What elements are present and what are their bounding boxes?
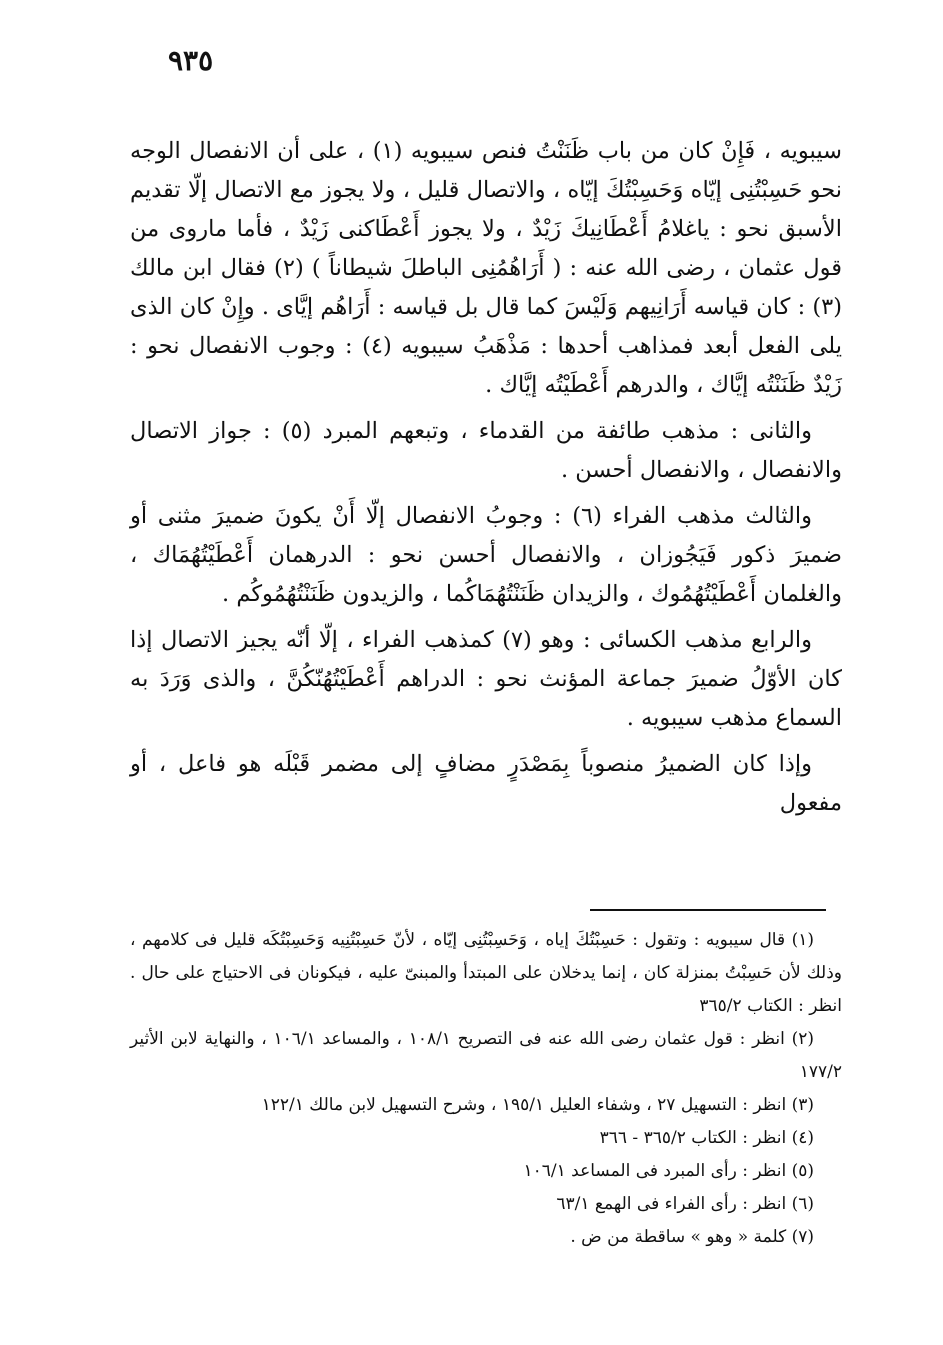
footnote: (٥) انظر : رأى المبرد فى المساعد ١٠٦/١	[523, 1161, 814, 1181]
paragraph: والرابع مذهب الكسائى : وهو (٧) كمذهب الفراء ، إلّا أنّه يجيز الاتصال إذا كان الأوّلُ ضميرَ جماعة المؤنث نحو : الدراهم أَعْطَيْتُهُنّكُنَّ ، والذى وَرَدَ به السماع مذهب سيبويه .	[130, 627, 842, 731]
paragraph: والثانى : مذهب طائفة من القدماء ، وتبعهم المبرد (٥) : جواز الاتصال والانفصال ، والانفصال أحسن .	[130, 418, 842, 483]
page-number: ٩٣٥	[168, 44, 214, 77]
paragraph: وإذا كان الضميرُ منصوباً بِمَصْدَرٍ مضافٍ إلى مضمر قَبْلَه هو فاعل ، أو مفعول	[130, 751, 842, 816]
footnote: (٦) انظر : رأى الفراء فى الهمع ٦٣/١	[556, 1194, 814, 1214]
footnote-separator	[590, 909, 826, 911]
footnote: (٤) انظر : الكتاب ٣٦٥/٢ - ٣٦٦	[599, 1128, 814, 1148]
footnote: (١) قال سيبويه : وتقول : حَسِبْتُكَ إياه ، وَحَسِبْتُنِى إيّاه ، لأنّ حَسِبْتُنِيه وَحَسِبْتُكَه قليل فى كلامهم ، وذلك لأن حَسِبْتُ بمنزلة كان ، إنما يدخلان على المبتدأ والمبنىّ عليه ، فيكونان فى الاحتياج على حال . انظر : الكتاب ٣٦٥/٢	[130, 930, 842, 1016]
footnote: (٧) كلمة « وهو » ساقطة من ض .	[570, 1227, 814, 1247]
footnotes	[130, 924, 842, 1254]
paragraph: سيبويه ، فَإِنْ كان من باب ظَنَنْتُ فنص سيبويه (١) ، على أن الانفصال الوجه نحو حَسِبْتُنِى إيّاه وَحَسِبْتُكَ إيّاه ، والاتصال قليل ، ولا يجوز مع الاتصال إلّا تقديم الأسبق نحو : ياغلامُ أَعْطَانِيكَ زَيْدٌ ، ولا يجوز أَعْطَاكنى زَيْدٌ ، فأما ماروى من قول عثمان ، رضى الله عنه : ( أَرَاهُمُنِى الباطلَ شيطاناً ) (٢) فقال ابن مالك (٣) : كان قياسه أَرَانِيهم وَلَيْسَ كما قال بل قياسه : أَرَاهُم إيَّاى . وإِنْ كان الذى يلى الفعل أبعد فمذاهب أحدها : مَذْهَبُ سيبويه (٤) : وجوب الانفصال نحو : زَيْدٌ ظَنَنْتُه إيَّاك ، والدرهم أَعْطَيْتُه إيَّاك .	[130, 138, 842, 398]
main-text	[130, 132, 842, 823]
paragraph: والثالث مذهب الفراء (٦) : وجوبُ الانفصال إلّا أَنْ يكونَ ضميرَ مثنى أو ضميرَ ذكور فَيَجُوزان ، والانفصال أحسن نحو : الدرهمان أَعْطَيْتُهُمَاك ، والغلمان أَعْطَيْتُهُمُوك ، والزيدان ظَنَنْتُهُمَاكُما ، والزيدون ظَنَنْتُهُمُوكُم .	[130, 503, 842, 607]
footnote: (٢) انظر : قول عثمان رضى الله عنه فى التصريح ١٠٨/١ ، والمساعد ١٠٦/١ ، والنهاية لابن الأثير ١٧٧/٢	[130, 1029, 842, 1082]
footnote: (٣) انظر : التسهيل ٢٧ ، وشفاء العليل ١٩٥/١ ، وشرح التسهيل لابن مالك ١٢٢/١	[261, 1095, 814, 1115]
